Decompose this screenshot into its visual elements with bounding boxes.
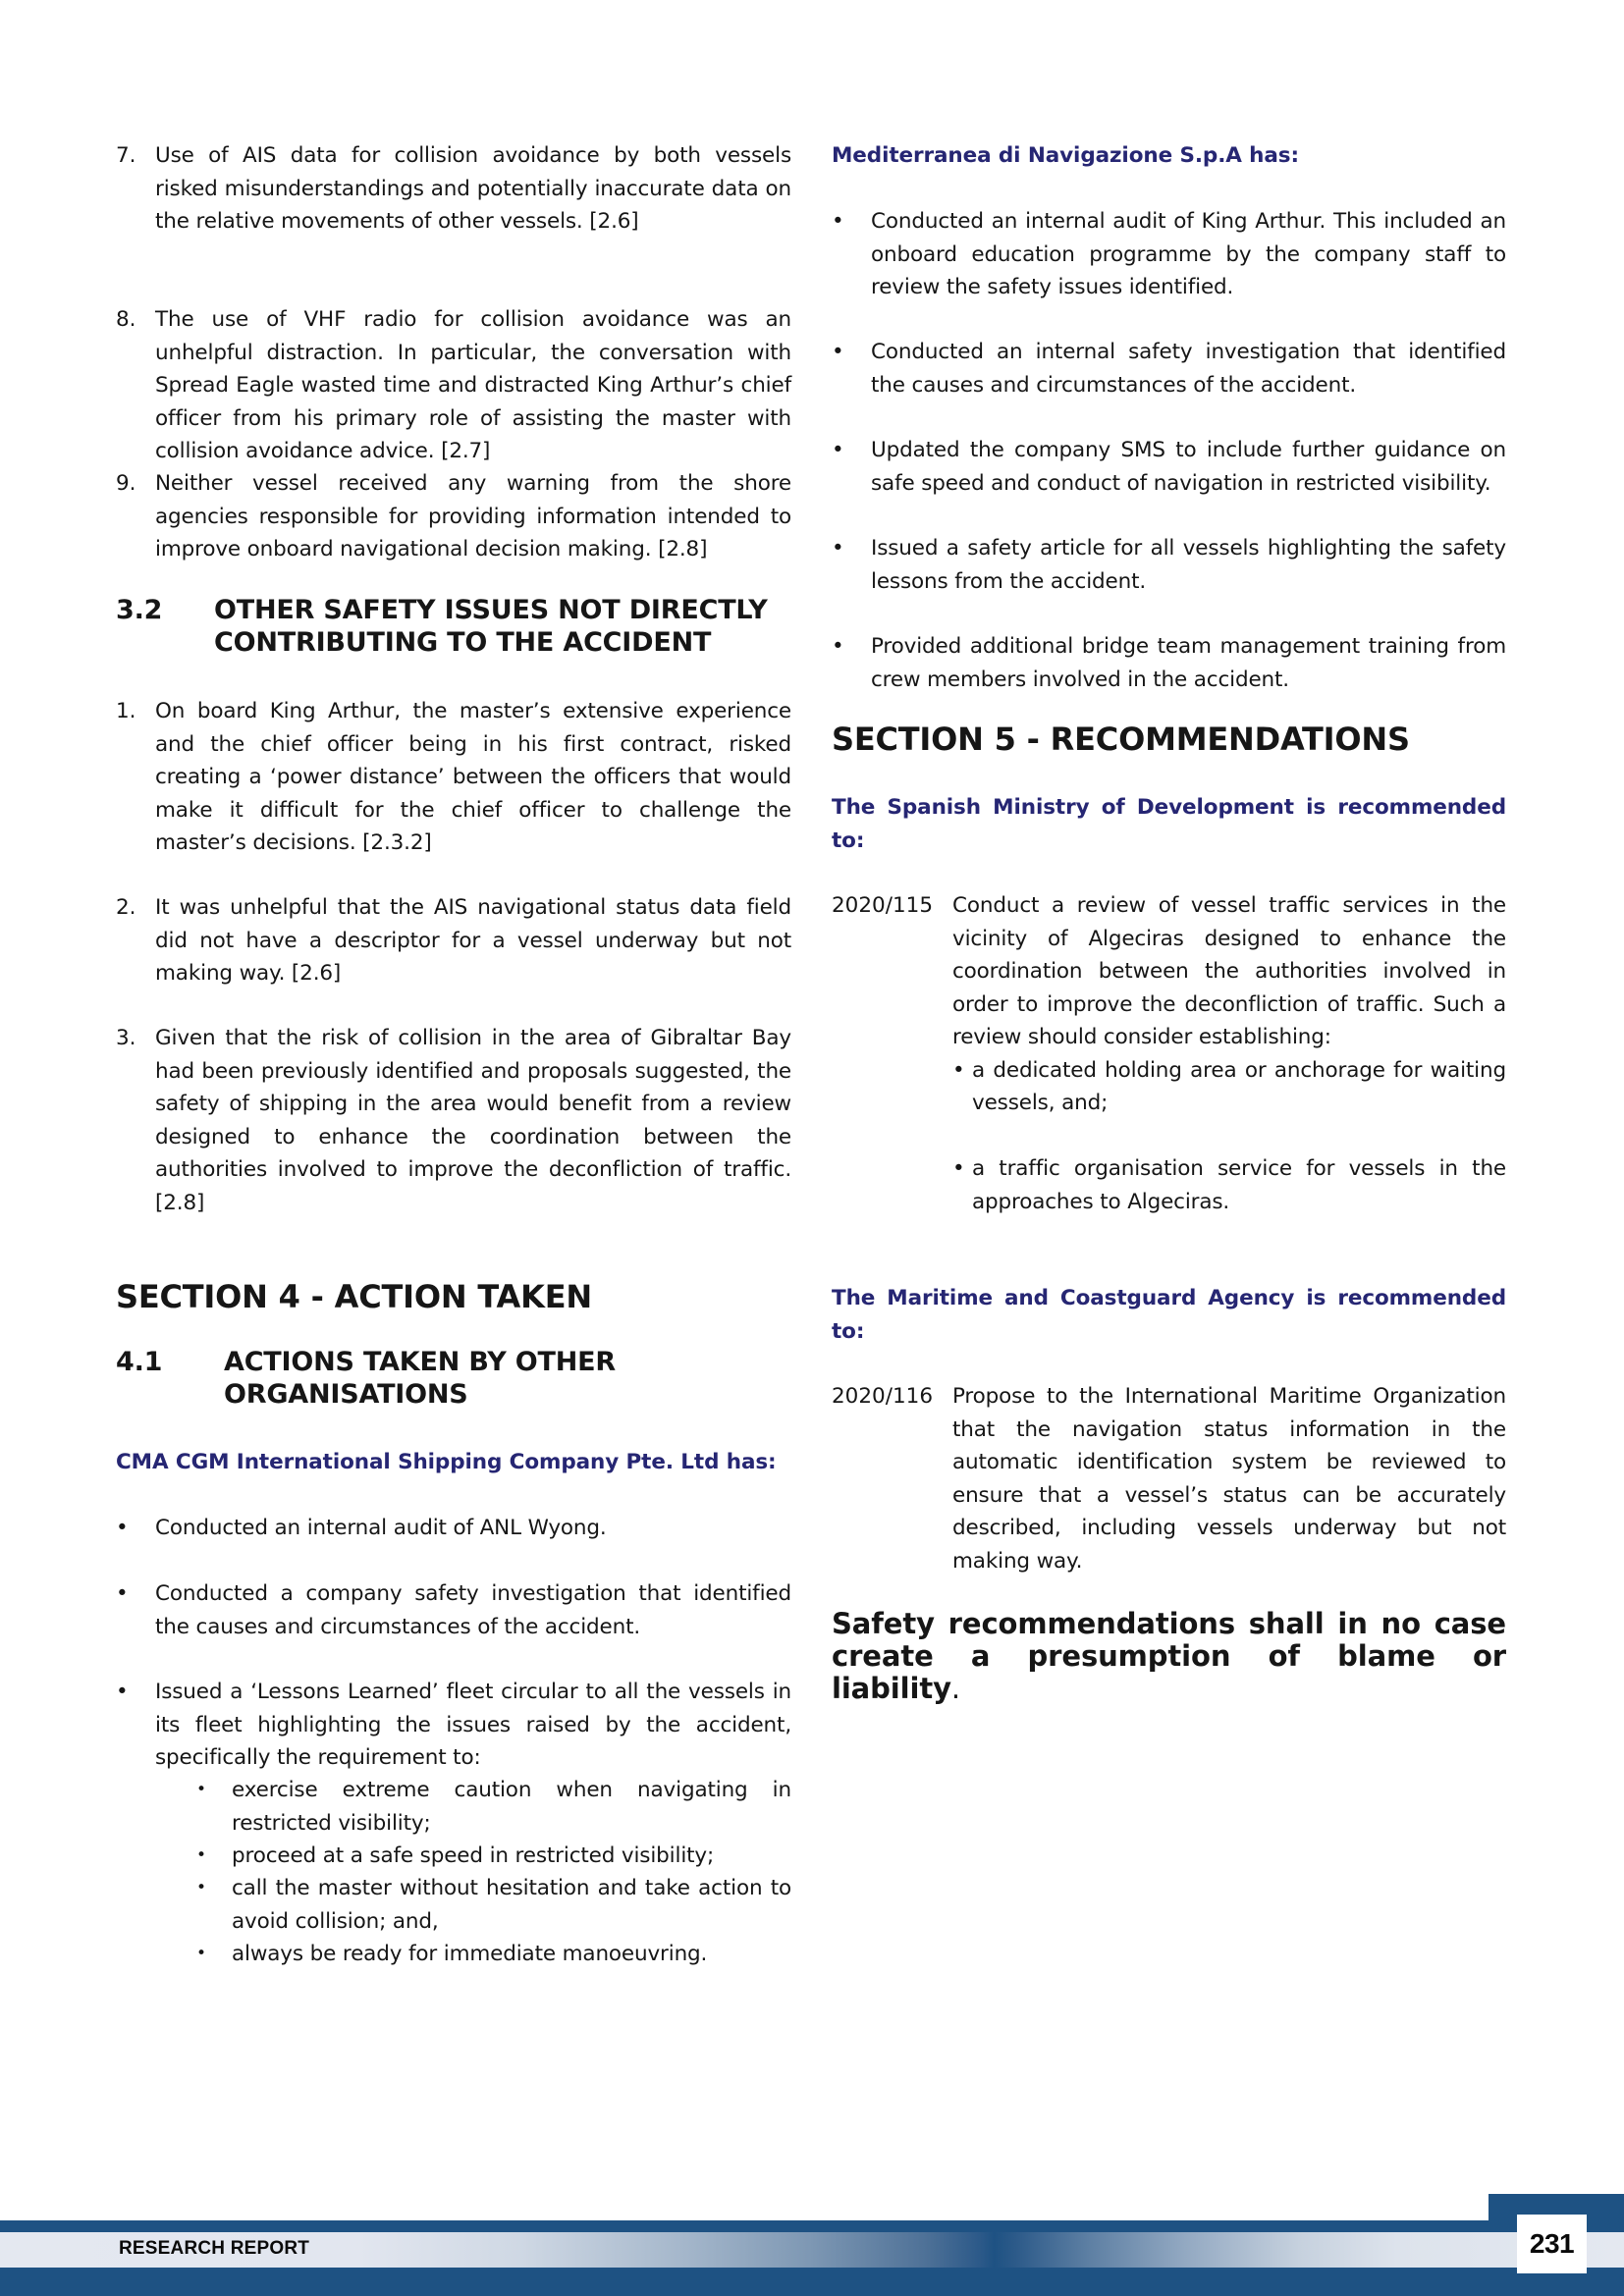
item-text: It was unhelpful that the AIS navigational status data field did not have a descriptor for a vessel underway but not making way. [2.6] xyxy=(155,895,791,986)
item-text: On board King Arthur, the master’s extensive experience and the chief officer being in his first contract, risked creating a ‘power distance’ between the officers that would make it difficult for the chief officer to challenge the master’s decisions. [2.3.2] xyxy=(155,699,791,855)
section-title: OTHER SAFETY ISSUES NOT DIRECTLY CONTRIBUTING TO THE ACCIDENT xyxy=(214,595,768,658)
cma-sub-bullet-2 xyxy=(196,1840,791,1873)
cma-cgm-heading: CMA CGM International Shipping Company Pte. Ltd has: xyxy=(116,1450,777,1474)
msc-bullet-3 xyxy=(832,434,1506,500)
bullet-text: Issued a safety article for all vessels highlighting the safety lessons from the accident. xyxy=(871,536,1506,594)
item-text: Given that the risk of collision in the area of Gibraltar Bay had been previously identified and proposals suggested, the safety of shipping in the area would benefit from a review designed to enhance the coordination between the authorities involved to improve the deconfliction of traffic. [2.8] xyxy=(155,1026,791,1215)
bullet-icon: • xyxy=(952,1057,965,1083)
disclaimer-text: Safety recommendations shall in no case create a presumption of blame or liability xyxy=(832,1607,1506,1705)
bullet-icon: • xyxy=(116,1581,129,1606)
msc-bullet-5 xyxy=(832,630,1506,696)
bullet-icon: • xyxy=(196,1944,207,1963)
recommendation-id: 2020/115 xyxy=(832,893,933,918)
bullet-text: exercise extreme caution when navigating in restricted visibility; xyxy=(232,1778,791,1836)
contributing-item-7 xyxy=(116,139,791,239)
msc-bullet-2 xyxy=(832,336,1506,401)
bullet-icon: • xyxy=(196,1878,207,1897)
other-issue-item-2 xyxy=(116,891,791,990)
item-number: 2. xyxy=(116,895,136,920)
page-number-box xyxy=(1517,2215,1587,2273)
contributing-item-9 xyxy=(116,467,791,566)
other-issue-item-1 xyxy=(116,695,791,860)
bullet-text: a traffic organisation service for vessels in the approaches to Algeciras. xyxy=(972,1156,1506,1214)
bullet-text: Conducted an internal safety investigation that identified the causes and circumstances of the accident. xyxy=(871,340,1506,398)
bullet-icon: • xyxy=(196,1845,207,1865)
recommendation-sub-bullet-1 xyxy=(952,1054,1506,1120)
recommendation-body xyxy=(952,889,1506,1218)
contributing-item-8 xyxy=(116,303,791,468)
msc-bullet-1 xyxy=(832,205,1506,304)
section-4-1-heading xyxy=(116,1346,791,1411)
cma-sub-bullet-3 xyxy=(196,1872,791,1938)
item-text: The use of VHF radio for collision avoidance was an unhelpful distraction. In particular, the conversation with Spread Eagle wasted time and distracted King Arthur’s chief officer from his primary role of assisting the master with collision avoidance advice. [2.7] xyxy=(155,307,791,463)
footer-report-label: RESEARCH REPORT xyxy=(119,2238,310,2259)
bullet-text: Provided additional bridge team management training from crew members involved in the accident. xyxy=(871,634,1506,692)
section-3-2-heading xyxy=(116,594,791,659)
bullet-text: Conducted an internal audit of King Arthur. This included an onboard education programme by the company staff to review the safety issues identified. xyxy=(871,209,1506,299)
bullet-text: proceed at a safe speed in restricted visibility; xyxy=(232,1843,715,1868)
section-number: 3.2 xyxy=(116,595,163,625)
bullet-icon: • xyxy=(832,438,844,462)
section-number: 4.1 xyxy=(116,1347,163,1377)
cma-bullet-3 xyxy=(116,1676,791,1775)
bullet-text: Issued a ‘Lessons Learned’ fleet circular to all the vessels in its fleet highlighting the issues raised by the accident, specifically the requirement to: xyxy=(155,1680,791,1770)
cma-bullet-1 xyxy=(116,1512,791,1545)
bullet-icon: • xyxy=(196,1780,207,1799)
bullet-text: always be ready for immediate manoeuvring. xyxy=(232,1942,708,1966)
bullet-text: Conducted an internal audit of ANL Wyong. xyxy=(155,1516,607,1540)
cma-bullet-2 xyxy=(116,1577,791,1643)
disclaimer xyxy=(832,1608,1506,1705)
section-5-heading: SECTION 5 - RECOMMENDATIONS xyxy=(832,721,1410,758)
recommendation-2020-116 xyxy=(832,1380,1506,1577)
mca-heading: The Maritime and Coastguard Agency is recommended to: xyxy=(832,1286,1506,1344)
cma-sub-bullet-4 xyxy=(196,1938,791,1971)
recommendation-id: 2020/116 xyxy=(832,1384,933,1409)
spain-heading: The Spanish Ministry of Development is recommended to: xyxy=(832,795,1506,853)
item-number: 8. xyxy=(116,307,136,332)
bullet-text: Conducted a company safety investigation that identified the causes and circumstances of the accident. xyxy=(155,1581,791,1639)
bullet-icon: • xyxy=(832,634,844,659)
recommendation-sub-bullet-2 xyxy=(952,1152,1506,1218)
bullet-icon: • xyxy=(952,1156,965,1181)
other-issue-item-3 xyxy=(116,1022,791,1219)
item-number: 7. xyxy=(116,143,136,168)
msc-heading: Mediterranea di Navigazione S.p.A has: xyxy=(832,143,1299,168)
recommendation-body xyxy=(952,1380,1506,1577)
bullet-icon: • xyxy=(832,209,844,234)
disclaimer-period: . xyxy=(950,1672,961,1705)
item-number: 9. xyxy=(116,471,136,496)
section-4-heading: SECTION 4 - ACTION TAKEN xyxy=(116,1278,592,1315)
bullet-text: a dedicated holding area or anchorage for waiting vessels, and; xyxy=(972,1057,1506,1115)
item-text: Neither vessel received any warning from the shore agencies responsible for providing information intended to improve onboard navigational decision making. [2.8] xyxy=(155,471,791,561)
bullet-icon: • xyxy=(832,536,844,561)
cma-sub-bullet-1 xyxy=(196,1774,791,1840)
bullet-text: call the master without hesitation and take action to avoid collision; and, xyxy=(232,1876,791,1934)
page-number: 231 xyxy=(1529,2228,1575,2259)
item-number: 1. xyxy=(116,699,136,723)
bullet-icon: • xyxy=(116,1516,129,1540)
section-title: ACTIONS TAKEN BY OTHER ORGANISATIONS xyxy=(224,1347,617,1410)
item-text: Use of AIS data for collision avoidance by both vessels risked misunderstandings and potentially inaccurate data on the relative movements of other vessels. [2.6] xyxy=(155,143,791,234)
recommendation-text: Propose to the International Maritime Organization that the navigation status information in the automatic identification system be reviewed to ensure that a vessel’s status can be accurately described, including vessels underway but not making way. xyxy=(952,1384,1506,1574)
msc-bullet-4 xyxy=(832,532,1506,598)
recommendation-2020-115 xyxy=(832,889,1506,1218)
recommendation-text: Conduct a review of vessel traffic services in the vicinity of Algeciras designed to enhance the coordination between the authorities involved in order to improve the deconfliction of traffic. Such a review should consider establishing: xyxy=(952,893,1506,1049)
bullet-icon: • xyxy=(832,340,844,364)
bullet-text: Updated the company SMS to include further guidance on safe speed and conduct of navigation in restricted visibility. xyxy=(871,438,1506,496)
item-number: 3. xyxy=(116,1026,136,1050)
bullet-icon: • xyxy=(116,1680,129,1704)
